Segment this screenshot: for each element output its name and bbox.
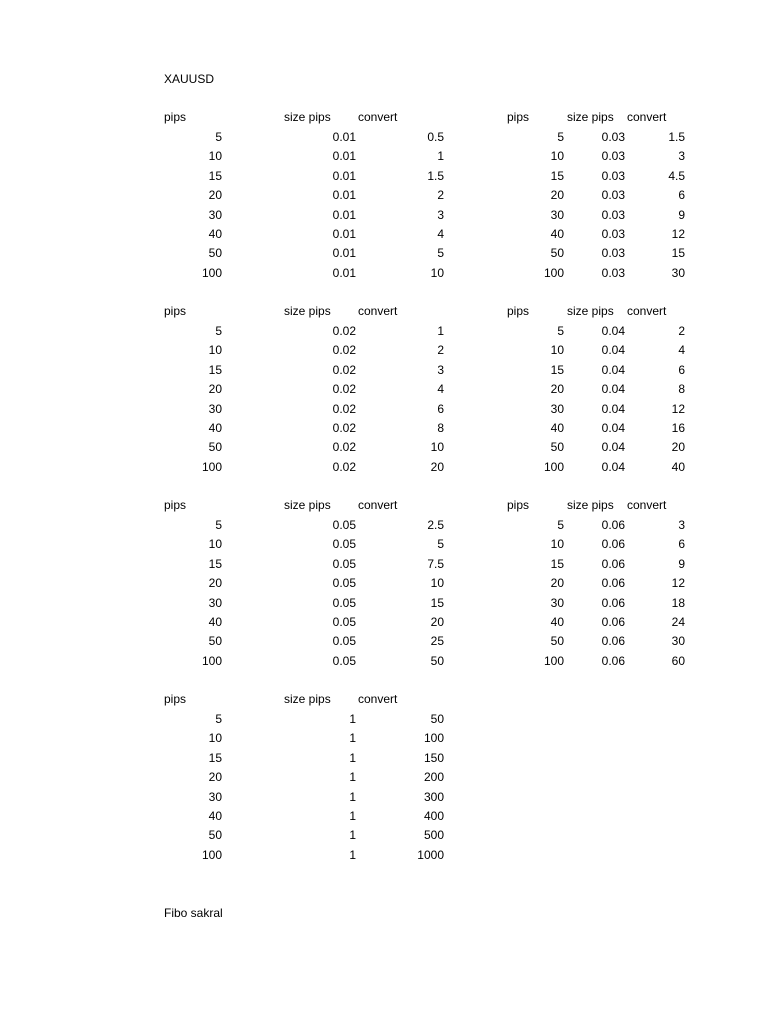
column-header-size-pips: size pips <box>567 498 614 512</box>
cell-pips: 50 <box>208 634 222 649</box>
column-header-pips: pips <box>507 110 530 124</box>
cell-size-pips: 0.03 <box>601 168 625 183</box>
column-header-size-pips: size pips <box>284 498 331 512</box>
cell-size-pips: 0.05 <box>332 634 356 649</box>
cell-convert: 12 <box>671 401 685 416</box>
cell-size-pips: 0.04 <box>601 401 625 416</box>
column-header-pips: pips <box>164 692 187 706</box>
cell-size-pips: 0.06 <box>601 653 625 668</box>
cell-pips: 30 <box>550 207 564 222</box>
cell-size-pips: 0.06 <box>601 537 625 552</box>
cell-pips: 30 <box>208 207 222 222</box>
column-header-convert: convert <box>627 304 667 318</box>
cell-pips: 40 <box>208 227 222 241</box>
cell-pips: 30 <box>208 789 222 804</box>
cell-size-pips: 0.03 <box>601 207 625 222</box>
cell-pips: 15 <box>208 556 222 571</box>
cell-size-pips: 0.05 <box>332 537 356 552</box>
cell-size-pips: 0.01 <box>332 246 356 261</box>
column-header-size-pips: size pips <box>567 110 614 124</box>
conversion-table-1 <box>164 109 454 289</box>
cell-convert: 4.5 <box>668 168 685 183</box>
cell-size-pips: 0.03 <box>601 149 625 164</box>
cell-convert: 20 <box>430 615 444 629</box>
cell-pips: 10 <box>208 343 222 358</box>
cell-convert: 15 <box>430 595 444 610</box>
cell-convert: 15 <box>671 246 685 261</box>
cell-size-pips: 0.03 <box>601 130 625 144</box>
conversion-table-5 <box>164 497 454 677</box>
cell-pips: 40 <box>550 227 564 241</box>
cell-pips: 20 <box>550 188 564 203</box>
cell-convert: 30 <box>671 265 685 280</box>
cell-convert: 6 <box>678 362 685 377</box>
cell-pips: 50 <box>550 440 564 455</box>
cell-size-pips: 0.02 <box>332 382 356 397</box>
cell-convert: 500 <box>423 828 444 843</box>
column-header-pips: pips <box>164 498 187 512</box>
cell-size-pips: 0.02 <box>332 401 356 416</box>
cell-pips: 50 <box>208 440 222 455</box>
cell-size-pips: 0.01 <box>332 265 356 280</box>
column-header-pips: pips <box>507 304 530 318</box>
cell-pips: 5 <box>215 324 222 338</box>
cell-convert: 5 <box>437 537 444 552</box>
cell-size-pips: 0.01 <box>332 227 356 241</box>
cell-convert: 300 <box>423 789 444 804</box>
cell-convert: 50 <box>430 712 444 726</box>
cell-pips: 10 <box>208 149 222 164</box>
conversion-table-7 <box>164 691 454 871</box>
cell-size-pips: 1 <box>349 789 356 804</box>
cell-pips: 5 <box>557 130 564 144</box>
cell-convert: 6 <box>437 401 444 416</box>
cell-convert: 6 <box>678 537 685 552</box>
cell-size-pips: 0.04 <box>601 382 625 397</box>
cell-convert: 4 <box>437 382 444 397</box>
cell-convert: 400 <box>423 809 444 823</box>
column-header-convert: convert <box>358 304 398 318</box>
cell-size-pips: 0.06 <box>601 615 625 629</box>
conversion-table-4 <box>507 303 697 483</box>
cell-size-pips: 0.02 <box>332 421 356 435</box>
cell-convert: 12 <box>671 227 685 241</box>
column-header-convert: convert <box>627 110 667 124</box>
cell-pips: 15 <box>208 362 222 377</box>
cell-size-pips: 1 <box>349 731 356 746</box>
cell-pips: 15 <box>550 556 564 571</box>
cell-pips: 100 <box>543 653 564 668</box>
cell-pips: 5 <box>557 324 564 338</box>
cell-size-pips: 0.02 <box>332 459 356 474</box>
cell-convert: 3 <box>437 207 444 222</box>
cell-size-pips: 1 <box>349 809 356 823</box>
conversion-table-2 <box>507 109 697 289</box>
cell-convert: 1.5 <box>427 168 444 183</box>
cell-convert: 1000 <box>417 847 444 862</box>
cell-convert: 60 <box>671 653 685 668</box>
cell-size-pips: 0.06 <box>601 576 625 591</box>
cell-size-pips: 1 <box>349 828 356 843</box>
cell-convert: 16 <box>671 421 685 435</box>
cell-size-pips: 0.05 <box>332 615 356 629</box>
column-header-size-pips: size pips <box>284 692 331 706</box>
cell-size-pips: 0.01 <box>332 168 356 183</box>
cell-size-pips: 0.05 <box>332 595 356 610</box>
cell-pips: 100 <box>201 653 222 668</box>
cell-pips: 20 <box>208 382 222 397</box>
cell-convert: 40 <box>671 459 685 474</box>
cell-pips: 40 <box>550 421 564 435</box>
column-header-size-pips: size pips <box>284 110 331 124</box>
cell-size-pips: 0.02 <box>332 343 356 358</box>
cell-size-pips: 0.05 <box>332 576 356 591</box>
cell-convert: 25 <box>430 634 444 649</box>
cell-convert: 9 <box>678 556 685 571</box>
cell-convert: 100 <box>423 731 444 746</box>
cell-size-pips: 0.02 <box>332 324 356 338</box>
cell-size-pips: 1 <box>349 847 356 862</box>
cell-convert: 12 <box>671 576 685 591</box>
cell-pips: 100 <box>543 265 564 280</box>
cell-size-pips: 0.04 <box>601 324 625 338</box>
cell-size-pips: 0.06 <box>601 634 625 649</box>
cell-convert: 1 <box>437 149 444 164</box>
cell-pips: 20 <box>208 188 222 203</box>
cell-size-pips: 0.03 <box>601 188 625 203</box>
cell-convert: 2.5 <box>427 518 444 532</box>
cell-size-pips: 0.06 <box>601 556 625 571</box>
cell-pips: 40 <box>550 615 564 629</box>
cell-convert: 20 <box>671 440 685 455</box>
cell-size-pips: 0.03 <box>601 227 625 241</box>
cell-pips: 5 <box>215 518 222 532</box>
cell-convert: 200 <box>423 770 444 785</box>
column-header-convert: convert <box>358 692 398 706</box>
cell-convert: 7.5 <box>427 556 444 571</box>
cell-convert: 2 <box>437 343 444 358</box>
cell-size-pips: 0.01 <box>332 149 356 164</box>
column-header-pips: pips <box>507 498 530 512</box>
cell-size-pips: 0.04 <box>601 459 625 474</box>
cell-pips: 15 <box>550 168 564 183</box>
cell-convert: 18 <box>671 595 685 610</box>
cell-pips: 50 <box>208 246 222 261</box>
cell-pips: 100 <box>201 459 222 474</box>
cell-pips: 100 <box>201 847 222 862</box>
cell-size-pips: 1 <box>349 770 356 785</box>
cell-convert: 10 <box>430 576 444 591</box>
document-title: XAUUSD <box>164 72 215 86</box>
column-header-size-pips: size pips <box>284 304 331 318</box>
cell-size-pips: 0.01 <box>332 130 356 144</box>
cell-size-pips: 0.05 <box>332 653 356 668</box>
cell-pips: 40 <box>208 421 222 435</box>
column-header-convert: convert <box>627 498 667 512</box>
cell-pips: 50 <box>550 634 564 649</box>
cell-convert: 6 <box>678 188 685 203</box>
cell-pips: 10 <box>208 537 222 552</box>
cell-convert: 4 <box>437 227 444 241</box>
cell-convert: 5 <box>437 246 444 261</box>
cell-pips: 10 <box>208 731 222 746</box>
cell-pips: 30 <box>550 595 564 610</box>
cell-convert: 10 <box>430 265 444 280</box>
cell-pips: 20 <box>550 576 564 591</box>
cell-size-pips: 0.03 <box>601 246 625 261</box>
cell-pips: 50 <box>550 246 564 261</box>
cell-pips: 30 <box>208 401 222 416</box>
cell-size-pips: 0.05 <box>332 518 356 532</box>
cell-pips: 30 <box>208 595 222 610</box>
cell-convert: 4 <box>678 343 685 358</box>
cell-size-pips: 0.01 <box>332 207 356 222</box>
cell-convert: 3 <box>678 518 685 532</box>
cell-pips: 10 <box>550 149 564 164</box>
cell-convert: 0.5 <box>427 130 444 144</box>
cell-convert: 9 <box>678 207 685 222</box>
cell-size-pips: 0.04 <box>601 421 625 435</box>
cell-size-pips: 0.06 <box>601 595 625 610</box>
column-header-pips: pips <box>164 304 187 318</box>
column-header-convert: convert <box>358 110 398 124</box>
cell-convert: 30 <box>671 634 685 649</box>
cell-convert: 1.5 <box>668 130 685 144</box>
cell-convert: 50 <box>430 653 444 668</box>
cell-pips: 40 <box>208 615 222 629</box>
cell-pips: 10 <box>550 343 564 358</box>
cell-size-pips: 0.02 <box>332 440 356 455</box>
cell-size-pips: 0.04 <box>601 362 625 377</box>
cell-size-pips: 1 <box>349 712 356 726</box>
cell-convert: 8 <box>437 421 444 435</box>
cell-size-pips: 0.05 <box>332 556 356 571</box>
cell-convert: 150 <box>423 750 444 765</box>
cell-pips: 30 <box>550 401 564 416</box>
cell-convert: 8 <box>678 382 685 397</box>
cell-size-pips: 0.04 <box>601 440 625 455</box>
cell-convert: 10 <box>430 440 444 455</box>
cell-pips: 10 <box>550 537 564 552</box>
footer-note: Fibo sakral <box>164 906 223 920</box>
column-header-pips: pips <box>164 110 187 124</box>
cell-pips: 40 <box>208 809 222 823</box>
cell-pips: 20 <box>208 770 222 785</box>
cell-convert: 24 <box>671 615 685 629</box>
conversion-table-3 <box>164 303 454 483</box>
cell-pips: 50 <box>208 828 222 843</box>
cell-convert: 20 <box>430 459 444 474</box>
cell-pips: 100 <box>543 459 564 474</box>
cell-size-pips: 0.02 <box>332 362 356 377</box>
cell-pips: 5 <box>557 518 564 532</box>
cell-pips: 20 <box>550 382 564 397</box>
column-header-convert: convert <box>358 498 398 512</box>
cell-convert: 2 <box>437 188 444 203</box>
cell-pips: 20 <box>208 576 222 591</box>
cell-convert: 3 <box>437 362 444 377</box>
cell-size-pips: 0.04 <box>601 343 625 358</box>
cell-size-pips: 0.06 <box>601 518 625 532</box>
cell-pips: 15 <box>208 168 222 183</box>
cell-size-pips: 0.03 <box>601 265 625 280</box>
cell-size-pips: 0.01 <box>332 188 356 203</box>
cell-pips: 5 <box>215 712 222 726</box>
cell-convert: 2 <box>678 324 685 338</box>
cell-pips: 5 <box>215 130 222 144</box>
cell-size-pips: 1 <box>349 750 356 765</box>
cell-convert: 3 <box>678 149 685 164</box>
conversion-table-6 <box>507 497 697 677</box>
cell-pips: 15 <box>550 362 564 377</box>
column-header-size-pips: size pips <box>567 304 614 318</box>
cell-pips: 15 <box>208 750 222 765</box>
cell-convert: 1 <box>437 324 444 338</box>
cell-pips: 100 <box>201 265 222 280</box>
